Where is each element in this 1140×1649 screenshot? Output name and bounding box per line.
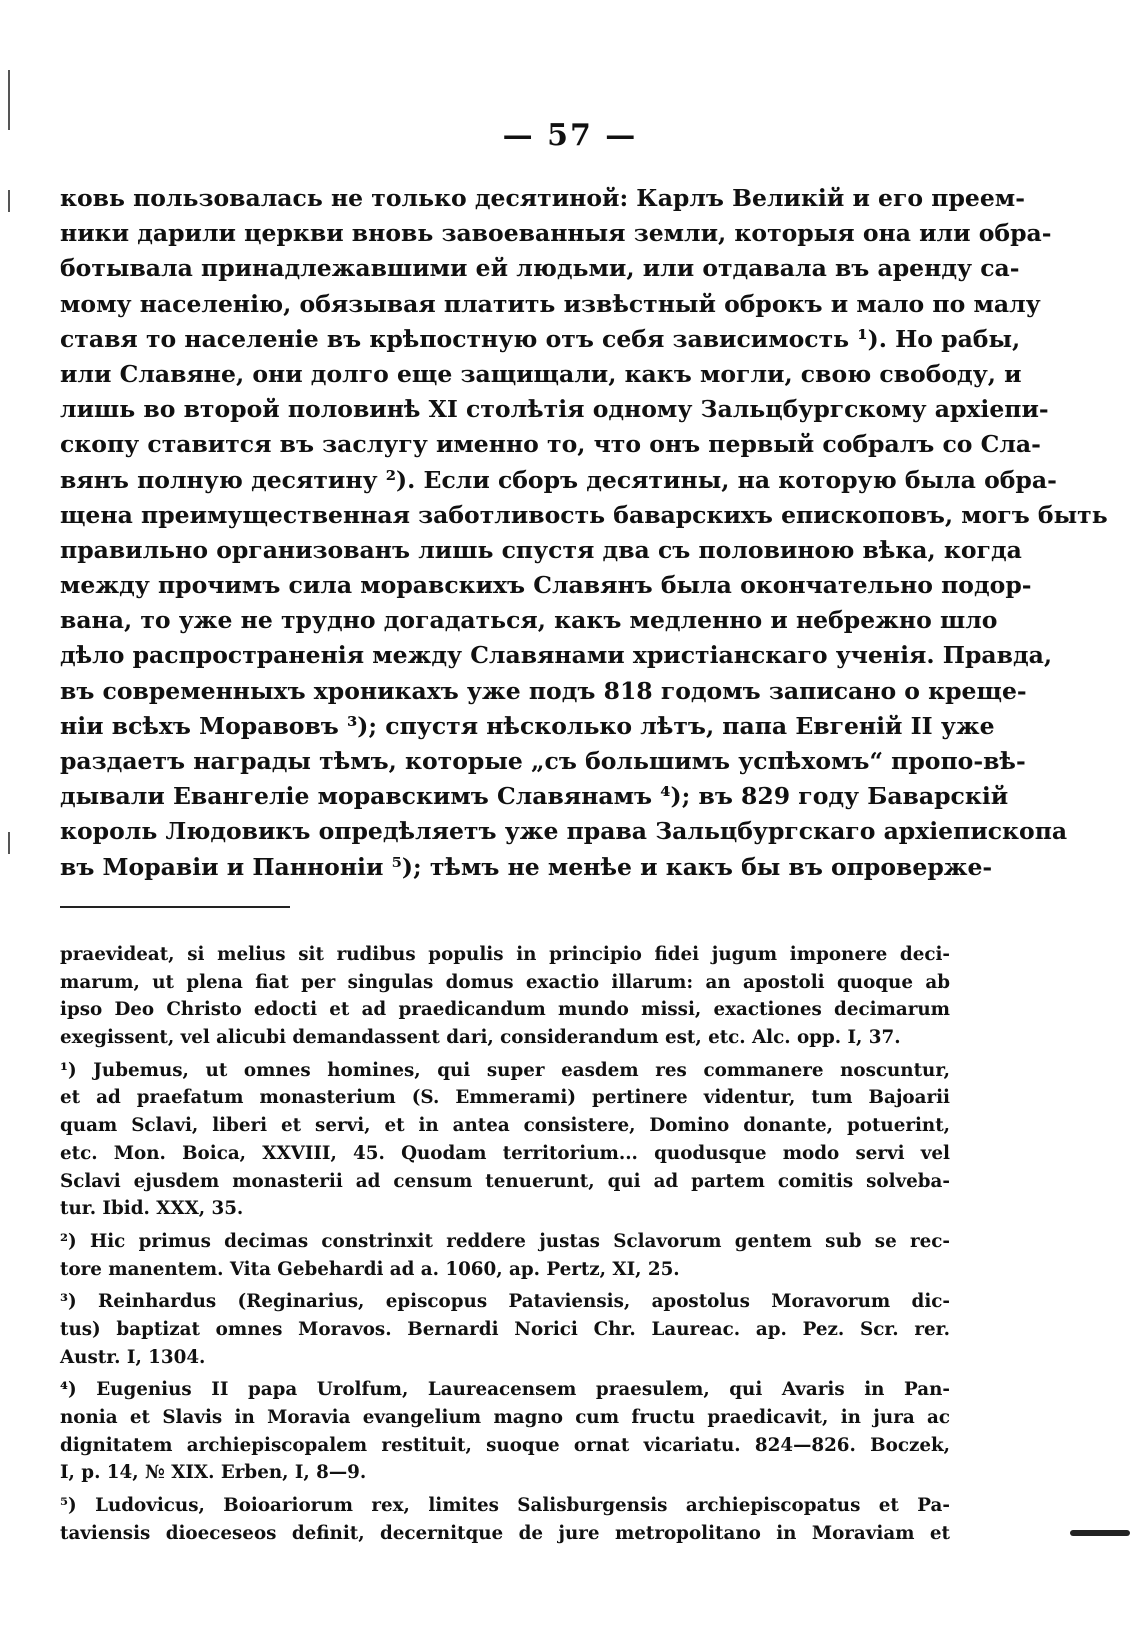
text-line: или Славяне, они долго еще защищали, какъ могли, свою свободу, и (60, 359, 1022, 388)
text-line: правильно организованъ лишь спустя два съ половиною вѣка, когда (60, 535, 1022, 564)
footnote-line: nonia et Slavis in Moravia evangelium magno cum fructu praedicavit, in jura ac (60, 1407, 950, 1428)
text-line: скопу ставится въ заслугу именно то, что онъ первый собралъ со Сла- (60, 430, 1041, 459)
continuation-mark (1070, 1530, 1130, 1536)
footnote-line: dignitatem archiepiscopalem restituit, suoque ornat vicariatu. 824—826. Boczek, (60, 1434, 950, 1456)
footnote-line: tus) baptizat omnes Moravos. Bernardi Norici Chr. Laureac. ap. Pez. Scr. rer. (60, 1318, 950, 1340)
footnote-line: et ad praefatum monasterium (S. Emmerami) pertinere videntur, tum Bajoarii (60, 1087, 950, 1109)
text-line: вянъ полную десятину ²). Если сборъ десятины, на которую была обра- (60, 465, 1057, 494)
text-line: щена преимущественная заботливость баварскихъ епископовъ, могъ быть (60, 500, 1108, 529)
footnote-line: I, p. 14, № XIX. Erben, I, 8—9. (60, 1462, 367, 1484)
text-line: вана, то уже не трудно догадаться, какъ медленно и небрежно шло (60, 606, 998, 635)
text-line: мому населенію, обязывая платить извѣстный оброкъ и мало по малу (60, 289, 1041, 318)
text-line: дывали Евангеліе моравскимъ Славянамъ ⁴); въ 829 году Баварскій (60, 782, 1009, 811)
footnote-line: ⁴) Eugenius II papa Urolfum, Laureacensem praesulem, qui Avaris in Pan- (60, 1379, 950, 1401)
text-line: ковь пользовалась не только десятиной: Карлъ Великій и его преем- (60, 184, 1025, 212)
margin-line-mid (8, 190, 10, 212)
footnote-line: praevideat, si melius sit rudibus populis in principio fidei jugum imponere deci- (60, 944, 950, 965)
footnote (60, 1057, 950, 1223)
text-line: ніи всѣхъ Моравовъ ³); спустя нѣсколько лѣтъ, папа Евгеній II уже (60, 711, 995, 740)
footnote-line: exegissent, vel alicubi demandassent dari, considerandum est, etc. Alc. opp. I, 37. (60, 1027, 901, 1049)
footnote (60, 1376, 950, 1487)
footnote (60, 1228, 950, 1283)
text-line: въ Моравіи и Паннонiи ⁵); тѣмъ не менѣе и какъ бы въ опроверже- (60, 852, 993, 881)
page-number: — 57 — (502, 118, 638, 153)
main-body-text (60, 181, 1108, 885)
footnote-line: etc. Mon. Boica, XXVIII, 45. Quodam territorium... quodusque modo servi vel (60, 1142, 950, 1164)
text-line: ники дарили церкви вновь завоеванныя земли, которыя она или обра- (60, 219, 1052, 248)
footnote-separator (60, 906, 290, 908)
footnote-line: ³) Reinhardus (Reginarius, episcopus Pataviensis, apostolus Moravorum dic- (60, 1291, 950, 1313)
footnote-line: Sclavi ejusdem monasterii ad censum tenuerunt, qui ad partem comitis solveba- (60, 1170, 950, 1192)
footnote-line: taviensis dioeceseos definit, decernitque de jure metropolitano in Moraviam et (60, 1522, 950, 1544)
footnote (60, 941, 950, 1052)
text-line: лишь во второй половинѣ XI столѣтія одному Зальцбургскому архіепи- (60, 395, 1049, 424)
text-line: въ современныхъ хроникахъ уже подъ 818 годомъ записано о крещe- (60, 676, 1027, 705)
text-line: король Людовикъ опредѣляетъ уже права Зальцбургскаго архіепископа (60, 817, 1068, 846)
text-line: между прочимъ сила моравскихъ Славянъ была окончательно подор- (60, 571, 1032, 600)
text-line: ботывала принадлежавшими ей людьми, или отдавала въ аренду са- (60, 254, 1020, 283)
footnote-line: tore manentem. Vita Gebehardi ad a. 1060, ap. Pertz, XI, 25. (60, 1258, 680, 1280)
footnote (60, 1492, 950, 1547)
footnote-line: tur. Ibid. XXX, 35. (60, 1198, 244, 1220)
text-line: раздаетъ награды тѣмъ, которые „съ большимъ успѣхомъ“ пропо-вѣ- (60, 747, 1026, 775)
footnotes-section (60, 941, 950, 1552)
footnote-line: ⁵) Ludovicus, Boioariorum rex, limites Salisburgensis archiepiscopatus et Pa- (60, 1495, 950, 1517)
footnote-line: Austr. I, 1304. (60, 1346, 206, 1368)
footnote-line: quam Sclavi, liberi et servi, et in antea consistere, Domino donante, potuerint, (60, 1115, 950, 1137)
text-line: ставя то населеніе въ крѣпостную отъ себя зависимость ¹). Но рабы, (60, 324, 1021, 353)
text-line: дѣло распространенія между Славянами христіанскаго ученія. Правда, (60, 641, 1053, 670)
margin-line-low (8, 832, 10, 854)
footnote-line: marum, ut plena fiat per singulas domus exactio illarum: an apostoli quoque ab (60, 971, 950, 993)
footnote-line: ¹) Jubemus, ut omnes homines, qui super easdem res commanere noscuntur, (60, 1059, 950, 1081)
footnote-line: ipso Deo Christo edocti et ad praedicandum mundo missi, exactiones decimarum (60, 999, 950, 1021)
footnote (60, 1288, 950, 1371)
footnote-line: ²) Hic primus decimas constrinxit reddere justas Sclavorum gentem sub se rec- (60, 1230, 950, 1252)
